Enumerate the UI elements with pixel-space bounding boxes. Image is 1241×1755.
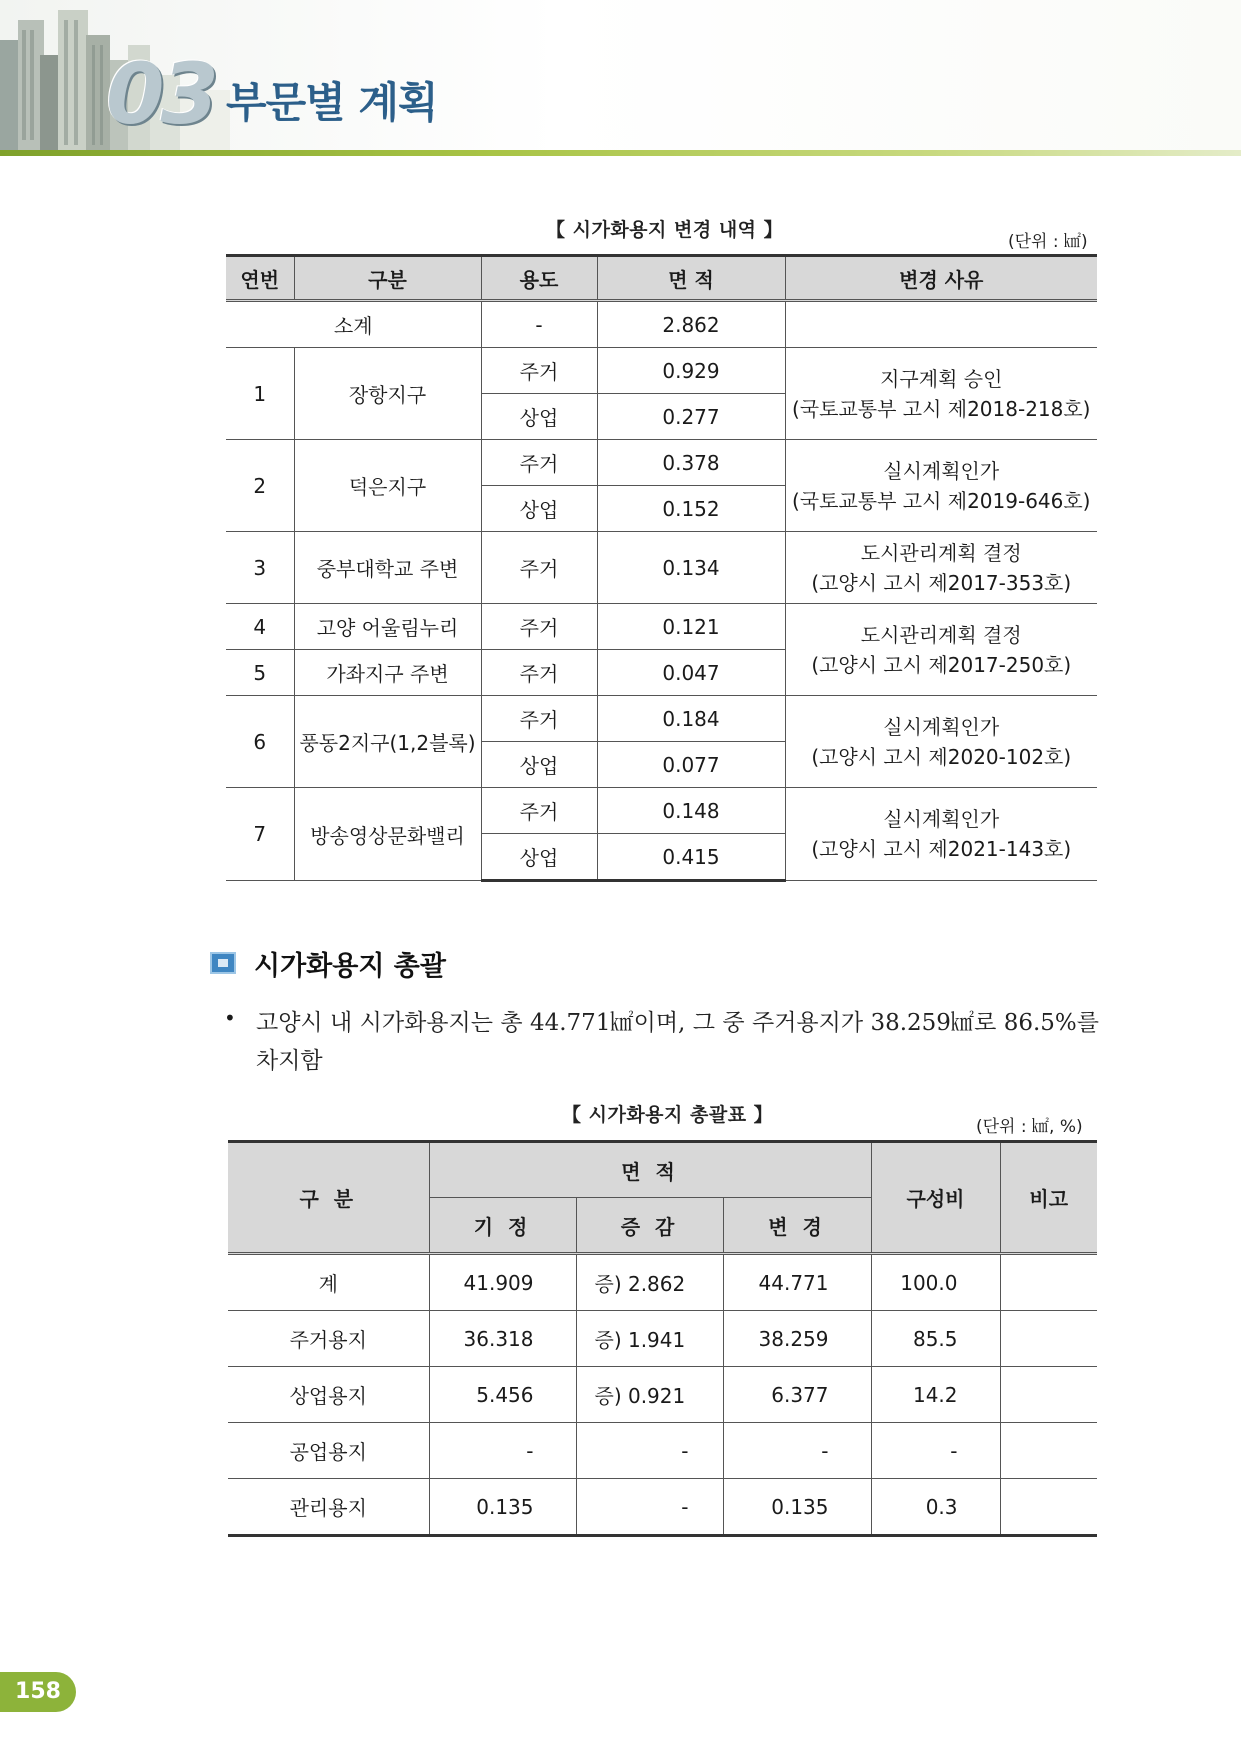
row-area: 0.077 bbox=[597, 742, 785, 788]
row-no: 4 bbox=[226, 604, 294, 650]
table-row bbox=[226, 440, 1097, 486]
reason-line-2: (고양시 고시 제2021-143호) bbox=[811, 837, 1072, 861]
header-category: 구 분 bbox=[228, 1142, 429, 1254]
row-name: 덕은지구 bbox=[294, 440, 481, 532]
row-note bbox=[1000, 1423, 1097, 1479]
row-no: 6 bbox=[226, 696, 294, 788]
header-area: 면 적 bbox=[597, 256, 785, 301]
row-name: 장항지구 bbox=[294, 348, 481, 440]
reason-line-1: 실시계획인가 bbox=[883, 807, 1000, 831]
row-area: 0.121 bbox=[597, 604, 785, 650]
row-area: 0.148 bbox=[597, 788, 785, 834]
reason-line-1: 도시관리계획 결정 bbox=[860, 622, 1022, 647]
land-change-table bbox=[226, 254, 1097, 882]
chapter-title: 부문별 계획 bbox=[226, 78, 438, 127]
row-category: 상업용지 bbox=[228, 1367, 429, 1423]
row-reason bbox=[785, 788, 1097, 881]
header-existing: 기 정 bbox=[429, 1198, 576, 1254]
table-row bbox=[226, 788, 1097, 834]
row-ratio: 100.0 bbox=[871, 1254, 1000, 1311]
reason-line-1: 도시관리계획 결정 bbox=[860, 540, 1022, 565]
row-area: 0.184 bbox=[597, 696, 785, 742]
row-existing: - bbox=[429, 1423, 576, 1479]
subtotal-row bbox=[226, 301, 1097, 348]
row-area: 0.378 bbox=[597, 440, 785, 486]
row-existing: 5.456 bbox=[429, 1367, 576, 1423]
table-header-row bbox=[226, 256, 1097, 301]
page-number: 158 bbox=[0, 1672, 76, 1712]
reason-line-1: 지구계획 승인 bbox=[880, 366, 1003, 391]
table-row bbox=[228, 1367, 1097, 1423]
table1-caption: 【 시가화용지 변경 내역 】 bbox=[546, 219, 784, 241]
header-use: 용도 bbox=[481, 256, 597, 301]
row-existing: 0.135 bbox=[429, 1479, 576, 1536]
row-area: 0.415 bbox=[597, 834, 785, 881]
row-change: 증) 2.862 bbox=[576, 1254, 723, 1311]
subtotal-use: - bbox=[481, 301, 597, 348]
row-area: 0.134 bbox=[597, 532, 785, 604]
row-category: 주거용지 bbox=[228, 1311, 429, 1367]
row-revised: 44.771 bbox=[723, 1254, 871, 1311]
row-use: 상업 bbox=[481, 394, 597, 440]
row-use: 상업 bbox=[481, 742, 597, 788]
row-revised: 6.377 bbox=[723, 1367, 871, 1423]
table-row bbox=[226, 696, 1097, 742]
row-reason bbox=[785, 604, 1097, 696]
subtotal-reason bbox=[785, 301, 1097, 348]
row-note bbox=[1000, 1479, 1097, 1536]
row-area: 0.277 bbox=[597, 394, 785, 440]
reason-line-2: (고양시 고시 제2017-250호) bbox=[811, 652, 1072, 677]
header-reason: 변경 사유 bbox=[785, 256, 1097, 301]
reason-line-1: 실시계획인가 bbox=[883, 714, 1000, 739]
row-use: 주거 bbox=[481, 696, 597, 742]
row-no: 5 bbox=[226, 650, 294, 696]
row-name: 중부대학교 주변 bbox=[294, 532, 481, 604]
row-note bbox=[1000, 1367, 1097, 1423]
row-revised: 0.135 bbox=[723, 1479, 871, 1536]
row-existing: 41.909 bbox=[429, 1254, 576, 1311]
reason-line-1: 실시계획인가 bbox=[883, 458, 1000, 483]
row-category: 계 bbox=[228, 1254, 429, 1311]
row-no: 1 bbox=[226, 348, 294, 440]
table-row bbox=[228, 1254, 1097, 1311]
header-divider bbox=[0, 150, 1241, 156]
header-no: 연번 bbox=[226, 256, 294, 301]
row-name: 방송영상문화밸리 bbox=[294, 788, 481, 881]
row-use: 주거 bbox=[481, 348, 597, 394]
table-header-row bbox=[228, 1142, 1097, 1198]
row-change: 증) 1.941 bbox=[576, 1311, 723, 1367]
row-use: 주거 bbox=[481, 532, 597, 604]
section-title: 시가화용지 총괄 bbox=[254, 951, 446, 982]
reason-line-2: (고양시 고시 제2020-102호) bbox=[811, 744, 1072, 769]
row-category: 공업용지 bbox=[228, 1423, 429, 1479]
row-change: 증) 0.921 bbox=[576, 1367, 723, 1423]
row-name: 풍동2지구(1,2블록) bbox=[294, 696, 481, 788]
header-area: 면 적 bbox=[429, 1142, 871, 1198]
row-note bbox=[1000, 1254, 1097, 1311]
row-use: 주거 bbox=[481, 440, 597, 486]
row-name: 고양 어울림누리 bbox=[294, 604, 481, 650]
row-revised: 38.259 bbox=[723, 1311, 871, 1367]
row-ratio: - bbox=[871, 1423, 1000, 1479]
subtotal-area: 2.862 bbox=[597, 301, 785, 348]
reason-line-2: (국토교통부 고시 제2018-218호) bbox=[792, 396, 1091, 421]
row-area: 0.047 bbox=[597, 650, 785, 696]
table-row bbox=[228, 1423, 1097, 1479]
table2-caption: 【 시가화용지 총괄표 】 bbox=[562, 1104, 774, 1126]
table-row bbox=[226, 604, 1097, 650]
header-ratio: 구성비 bbox=[871, 1142, 1000, 1254]
table-row bbox=[228, 1311, 1097, 1367]
subtotal-label: 소계 bbox=[226, 301, 481, 348]
row-note bbox=[1000, 1311, 1097, 1367]
row-change: - bbox=[576, 1479, 723, 1536]
row-change: - bbox=[576, 1423, 723, 1479]
header-revised: 변 경 bbox=[723, 1198, 871, 1254]
section-paragraph: 고양시 내 시가화용지는 총 44.771㎢이며, 그 중 주거용지가 38.259㎢로 86.5%를 차지함 bbox=[256, 1010, 1099, 1074]
row-reason bbox=[785, 348, 1097, 440]
table1-unit: (단위 : ㎢) bbox=[1008, 232, 1088, 252]
row-reason bbox=[785, 532, 1097, 604]
row-use: 상업 bbox=[481, 486, 597, 532]
row-no: 2 bbox=[226, 440, 294, 532]
summary-table bbox=[228, 1140, 1097, 1537]
row-use: 주거 bbox=[481, 604, 597, 650]
row-ratio: 85.5 bbox=[871, 1311, 1000, 1367]
row-no: 3 bbox=[226, 532, 294, 604]
row-ratio: 0.3 bbox=[871, 1479, 1000, 1536]
row-revised: - bbox=[723, 1423, 871, 1479]
row-name: 가좌지구 주변 bbox=[294, 650, 481, 696]
reason-line-2: (고양시 고시 제2017-353호) bbox=[811, 570, 1072, 595]
table2-unit: (단위 : ㎢, %) bbox=[976, 1117, 1083, 1137]
row-reason bbox=[785, 440, 1097, 532]
page-header bbox=[0, 0, 1241, 165]
reason-line-2: (국토교통부 고시 제2019-646호) bbox=[792, 488, 1091, 513]
row-use: 상업 bbox=[481, 834, 597, 881]
header-note: 비고 bbox=[1000, 1142, 1097, 1254]
table-row bbox=[226, 532, 1097, 604]
header-change: 증 감 bbox=[576, 1198, 723, 1254]
row-category: 관리용지 bbox=[228, 1479, 429, 1536]
chapter-number: 03 bbox=[106, 45, 215, 143]
row-area: 0.929 bbox=[597, 348, 785, 394]
row-use: 주거 bbox=[481, 788, 597, 834]
row-reason bbox=[785, 696, 1097, 788]
row-no: 7 bbox=[226, 788, 294, 881]
row-existing: 36.318 bbox=[429, 1311, 576, 1367]
header-category: 구분 bbox=[294, 256, 481, 301]
row-ratio: 14.2 bbox=[871, 1367, 1000, 1423]
row-use: 주거 bbox=[481, 650, 597, 696]
row-area: 0.152 bbox=[597, 486, 785, 532]
table-row bbox=[226, 348, 1097, 394]
table-row bbox=[228, 1479, 1097, 1536]
bullet-icon: • bbox=[224, 1006, 236, 1030]
section-square-icon bbox=[210, 952, 236, 974]
